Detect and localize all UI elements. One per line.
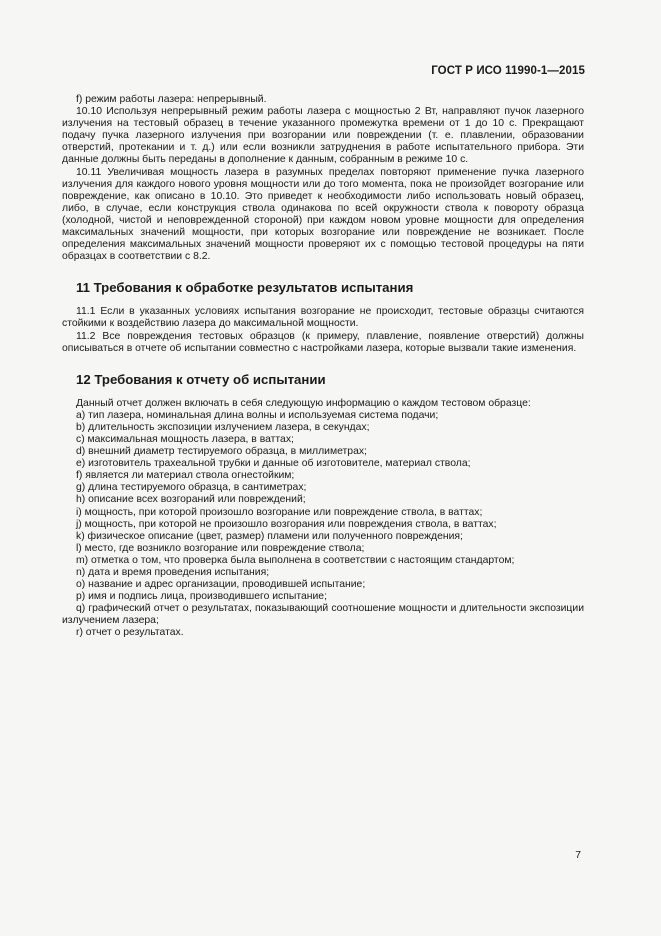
list-item: j) мощность, при которой не произошло возгорания или повреждения ствола, в ваттах;: [76, 518, 497, 530]
list-item: f) является ли материал ствола огнестойким;: [76, 470, 295, 482]
paragraph-11-2: 11.2 Все повреждения тестовых образцов (к примеру, плавление, появление отверстий) должны описываться в отчете об испытании совместно с настройками лазера, которые вызвали такие изменения.: [62, 330, 584, 354]
list-item: q) графический отчет о результатах, показывающий соотношение мощности и длительности экспозиции излучением лазера;: [62, 603, 584, 627]
list-item: n) дата и время проведения испытания;: [76, 567, 270, 578]
list-item: g) длина тестируемого образца, в сантиметрах;: [76, 482, 307, 494]
section-12-intro: Данный отчет должен включать в себя следующую информацию о каждом тестовом образце:: [76, 397, 531, 409]
list-item: р) имя и подпись лица, производившего испытание;: [76, 591, 327, 603]
list-item-f: f) режим работы лазера: непрерывный.: [76, 94, 267, 105]
page-number: 7: [575, 850, 581, 861]
list-item: c) максимальная мощность лазера, в ваттах;: [76, 433, 294, 445]
list-item: i) мощность, при которой произошло возгорание или повреждение ствола, в ваттах;: [76, 506, 483, 518]
paragraph-10-11: 10.11 Увеличивая мощность лазера в разумных пределах повторяют применение пучка лазерного излучения для каждого нового уровня мощности или до того момента, пока не произойдет возгорание или повреждение, как описано в 10.10. Это приведет к необходимости либо использовать новый образец, либо, в случае, если конструкция ствола одинакова по всей окружности ствола к повороту образца (холодной, чистой и неповрежденной стороной) при каждом новом уровне мощности для определения максимальных значений мощности, при которых возгорание или повреждение не возникает. После определения максимальных значений мощности проверяют их с помощью тестовой процедуры на пяти образцах в соответствии с 8.2.: [62, 166, 584, 263]
document-code-header: ГОСТ Р ИСО 11990-1—2015: [431, 65, 585, 77]
list-item: b) длительность экспозиции излучением лазера, в секундах;: [76, 421, 370, 433]
list-item: m) отметка о том, что проверка была выполнена в соответствии с настоящим стандартом;: [76, 554, 515, 566]
list-item: r) отчет о результатах.: [76, 627, 184, 639]
paragraph-11-1: 11.1 Если в указанных условиях испытания возгорание не происходит, тестовые образцы считаются стойкими к воздействию лазера до максимальной мощности.: [62, 306, 584, 330]
section-11-heading: 11 Требования к обработке результатов испытания: [76, 280, 414, 296]
paragraph-10-10: 10.10 Используя непрерывный режим работы лазера с мощностью 2 Вт, направляют пучок лазерного излучения на тестовый образец в течение указанного промежутка времени от 1 до 10 с. Прекращают подачу пучка лазерного излучения при возгорании или повреждении (т. е. плавлении, образовании отверстий, протекании и т. д.) или если возникли затруднения в работе испытательного прибора. Эти данные должны быть переданы в дополнение к данным, собранным в режиме 10 с.: [62, 106, 584, 166]
list-item: l) место, где возникло возгорание или повреждение ствола;: [76, 542, 365, 554]
list-item: k) физическое описание (цвет, размер) пламени или полученного повреждения;: [76, 530, 463, 542]
section-12-heading: 12 Требования к отчету об испытании: [76, 371, 326, 387]
list-item: а) тип лазера, номинальная длина волны и используемая система подачи;: [76, 409, 439, 421]
report-items-list: [62, 410, 584, 640]
list-item: е) изготовитель трахеальной трубки и данные об изготовителе, материал ствола;: [76, 458, 471, 470]
list-item: о) название и адрес организации, проводившей испытание;: [76, 579, 366, 591]
document-body: [62, 94, 584, 640]
list-item: h) описание всех возгораний или повреждений;: [76, 494, 306, 506]
list-item: d) внешний диаметр тестируемого образца, в миллиметрах;: [76, 446, 367, 458]
